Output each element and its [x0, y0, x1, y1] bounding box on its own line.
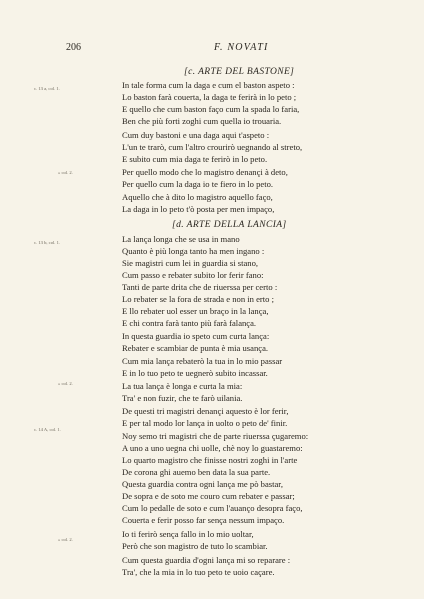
verse-line: Questa guardia contra ogni lança me pò bastar,: [122, 479, 283, 489]
margin-note: » col. 2.: [58, 170, 73, 175]
section-heading: [c. ARTE DEL BASTONE]: [184, 67, 295, 77]
verse-line: E llo rebater uol esser un braço in la lança,: [122, 306, 269, 316]
verse-line: Noy semo tri magistri che de parte riuerssa çugaremo:: [122, 431, 309, 441]
margin-note: » col. 2.: [58, 381, 73, 386]
verse-line: Couerta e ferir posso far sença nessum impaço.: [122, 515, 285, 525]
page-number: 206: [66, 42, 81, 53]
verse-line: Cum mia lança rebaterò la tua in lo mio passar: [122, 356, 283, 366]
verse-line: E subito cum mia daga te ferirò in lo peto.: [122, 154, 268, 164]
verse-line: Sie magistri cum lei in guardia si stano,: [122, 258, 259, 268]
verse-line: Cum passo e rebater subito lor ferir fano:: [122, 270, 264, 280]
verse-line: E chi contra farà tanto più farà falança.: [122, 318, 257, 328]
margin-note: c. 13 a, col. 1.: [34, 86, 60, 91]
verse-line: Ben che più forti zoghi cum quella io trouaria.: [122, 116, 282, 126]
verse-line: Io ti ferirò sença fallo in lo mio uoltar,: [122, 529, 254, 539]
verse-line: E in lo tuo peto te uegnerò subito incassar.: [122, 368, 268, 378]
verse-line: Cum questa guardia d'ogni lança mi so reparare :: [122, 555, 291, 565]
section-heading: [d. ARTE DELLA LANCIA]: [172, 220, 287, 230]
verse-line: Aquello che à dito lo magistro aquello faço,: [122, 192, 273, 202]
verse-line: De questi tri magistri denançi aquesto è lor ferir,: [122, 406, 289, 416]
verse-line: In tale forma cum la daga e cum el baston aspeto :: [122, 80, 295, 90]
verse-line: Lo baston farà couerta, la daga te ferirà in lo peto ;: [122, 92, 297, 102]
verse-line: Però che son magistro de tuto lo scambiar.: [122, 541, 268, 551]
verse-line: De sopra e de soto me couro cum rebater e passar;: [122, 491, 295, 501]
verse-line: Tanti de parte drita che de riuerssa per certo :: [122, 282, 278, 292]
verse-line: Per quello modo che lo magistro denançi à deto,: [122, 167, 288, 177]
verse-line: Cum lo pedalle de soto e cum l'auanço desopra faço,: [122, 503, 303, 513]
verse-line: La lança longa che se usa in mano: [122, 234, 240, 244]
margin-note: c. 14 A, col. 1.: [34, 427, 61, 432]
verse-line: Rebater e scambiar de punta è mia usança.: [122, 343, 269, 353]
page-header: [0, 42, 424, 56]
verse-line: Quanto è più longa tanto ha men ingano :: [122, 246, 265, 256]
verse-line: A uno a uno uegna chi uolle, chè noy lo guastaremo:: [122, 443, 303, 453]
verse-line: E per tal modo lor lança in uolto o peto de' finir.: [122, 418, 288, 428]
running-head: F. NOVATI: [214, 42, 269, 53]
verse-line: De corona ghi auemo ben data la sua parte.: [122, 467, 271, 477]
verse-line: In questa guardia io speto cum curta lança:: [122, 331, 270, 341]
verse-line: La daga in lo peto t'ò posta per men impaço,: [122, 204, 275, 214]
verse-line: Cum duy bastoni e una daga aqui t'aspeto :: [122, 130, 270, 140]
margin-note: c. 13 b, col. 1.: [34, 240, 61, 245]
verse-line: E quello che cum baston faço cum la spada lo faria,: [122, 104, 300, 114]
verse-line: Lo quarto magistro che finisse nostri zoghi in l'arte: [122, 455, 298, 465]
margin-note: » col. 2.: [58, 537, 73, 542]
verse-line: L'un te trarò, cum l'altro crourirò uegnando al streto,: [122, 142, 303, 152]
verse-line: La tua lança è longa e curta la mia:: [122, 381, 243, 391]
verse-line: Lo rebater se la fora de strada e non in erto ;: [122, 294, 274, 304]
verse-line: Tra' e non fuzir, che te farò uilania.: [122, 393, 243, 403]
verse-line: Tra', che la mia in lo tuo peto te uoio caçare.: [122, 567, 275, 577]
verse-line: Per quello cum la daga io te fiero in lo peto.: [122, 179, 274, 189]
